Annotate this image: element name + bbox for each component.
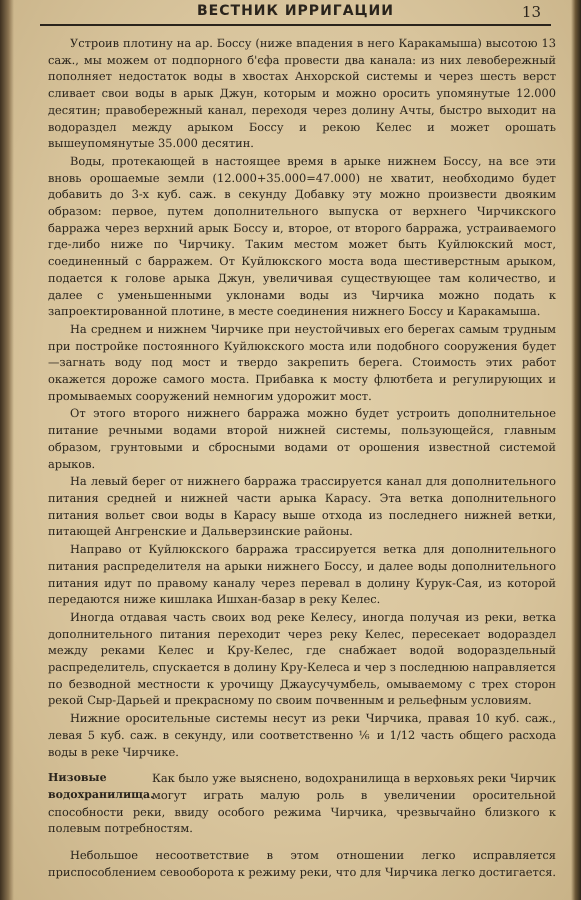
paragraph: От этого второго нижнего барража можно будет устроить дополнительное питание речными водами второй нижней системы, пользующейся, главным образом, грунтовыми и сбросными водами от орошения известной системой арыков. (48, 406, 556, 471)
section-text: Как было уже выяснено, водохранилища в верховьях реки Чирчик могут играть малую роль в увеличении оросительной способности реки, ввиду особого режима Чирчика, чрезвычайно близкого к полевым потребностям. (48, 771, 556, 836)
section-sidehead: Низовые водохранилища. (48, 771, 155, 801)
page-number: 13 (521, 3, 541, 21)
paragraph: На среднем и нижнем Чирчике при неустойчивых его берегах самым трудным при постройке постоянного Куйлюкского моста или подобного сооружения будет—загнать воду под мост и твердо закрепить берега. Стоимость этих работ окажется дороже самого моста. Прибавка к мосту флютбета и регулирующих и промываемых сооружений немногим удорожит мост. (48, 321, 556, 403)
paragraph: Воды, протекающей в настоящее время в арыке нижнем Боссу, на все эти вновь орошаемые земли (12.000+35.000=47.000) не хватит, необходимо будет добавить до 3-х куб. саж. в секунду Добавку эту можно произвести двояким образом: первое, путем дополнительного выпуска от верхнего Чирчикского барража через верхний арык Боссу и, второе, от второго барража, устраиваемого где-либо ниже по Чирчику. Таким местом может быть Куйлюкский мост, соединенный с барражем. От Куйлюкского моста вода шестиверстным арыком, подается к голове арыка Джун, увеличивая существующее там количество, и далее с уменьшенными уклонами воды из Чирчика можно подать к запроектированной плотине, в месте соединения нижнего Боссу и Каракамыша. (48, 153, 556, 319)
article-body (48, 35, 556, 880)
page-left-shadow (0, 0, 14, 900)
journal-title: ВЕСТНИК ИРРИГАЦИИ (197, 3, 394, 19)
closing-paragraph: Небольшое несоответствие в этом отношении легко исправляется приспособлением севооборота к режиму реки, что для Чирчика легко достигается. (48, 848, 557, 879)
paragraph: Устроив плотину на ар. Боссу (ниже впадения в него Каракамыша) высотою 13 саж., мы можем от подпорного б'єфа провести два канала: из них левобережный пополняет недостаток воды в хвостах Анхорской системы и через шесть верст сливает свои воды в арык Джун, которым и можно оросить упомянутые 12.000 десятин; правобережный канал, переходя через долину Ачты, быстро выходит на водораздел между арыком Боссу и рекою Келес и может орошать вышеупомянутые 35.000 десятин. (48, 36, 556, 151)
reservoirs-section (48, 770, 556, 837)
paragraph: Иногда отдавая часть своих вод реке Келесу, иногда получая из реки, ветка дополнительного питания переходит через реку Келес, пересекает водораздел между реками Келес и Кру-Келес, где снабжает водой водораздельный распределитель, спускается в долину Кру-Келеса и чер з последнюю направляется по безводной местности к урочищу Джаусучумбель, омываемому с трех сторон рекой Сыр-Дарьей и прекрасному по своим почвенным и рельефным условиям. (48, 609, 556, 708)
paragraph: Нижние оросительные системы несут из реки Чирчика, правая 10 куб. саж., левая 5 куб. саж. в секунду, или соответственно ⅙ и 1/12 часть общего расхода воды в реке Чирчике. (48, 711, 556, 759)
page-right-shadow (571, 0, 581, 900)
running-header (40, 2, 551, 26)
paragraph: Направо от Куйлюкского барража трассируется ветка для дополнительного питания распределителя на арыки нижнего Боссу, и далее воды дополнительного питания идут по правому каналу через перевал в долину Курук-Сая, из которой передаются ниже кишлака Ишхан-базар в реку Келес. (48, 542, 556, 607)
paragraph: На левый берег от нижнего барража трассируется канал для дополнительного питания средней и нижней части арыка Карасу. Эта ветка дополнительного питания вольет свои воды в Карасу выше отхода из последнего нижней ветки, питающей Ангренские и Дальверзинские районы. (48, 474, 556, 539)
